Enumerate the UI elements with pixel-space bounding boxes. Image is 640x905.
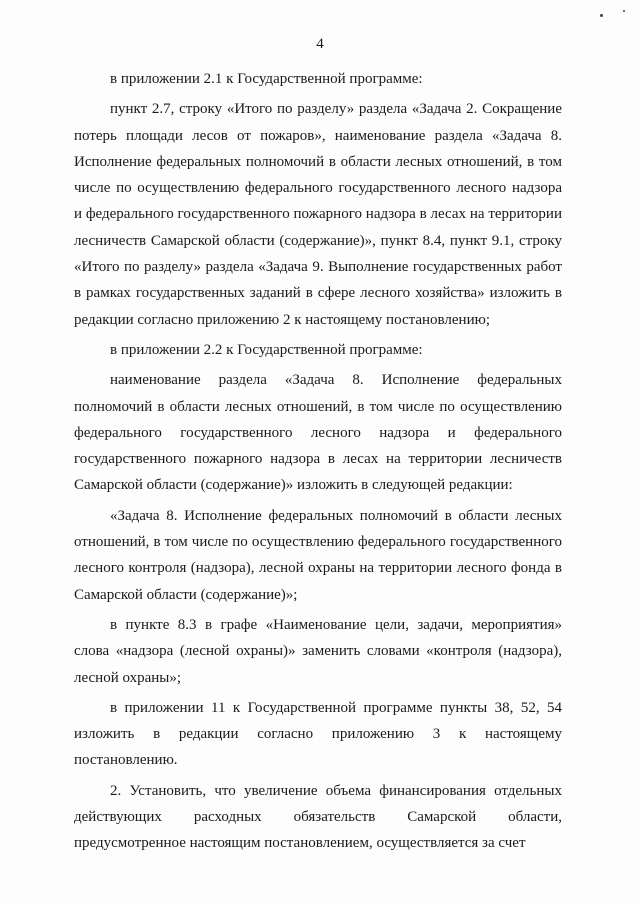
paragraph-appendix-2-1-intro: в приложении 2.1 к Государственной программе: [110, 71, 423, 87]
paragraph-appendix-11-change: в приложении 11 к Государственной программе пункты 38, 52, 54 изложить в редакции согласно приложению 3 к настоящему постановлению. [74, 699, 562, 769]
paragraph-item-8-3-change: в пункте 8.3 в графе «Наименование цели, задачи, мероприятия» слова «надзора (лесной охраны)» заменить словами «контроля (надзора), лесной охраны»; [74, 616, 562, 686]
scan-speck [623, 10, 625, 12]
paragraph-appendix-2-1-changes: пункт 2.7, строку «Итого по разделу» раздела «Задача 2. Сокращение потерь площади лесов от пожаров», наименование раздела «Задача 8. Исполнение федеральных полномочий в области лесных отношений, в том числе по осуществлению федерального государственного лесного надзора и федерального государственного пожарного надзора в лесах на территории лесничеств Самарской области (содержание)», пункт 8.4, пункт 9.1, строку «Итого по разделу» раздела «Задача 9. Выполнение государственных работ в рамках государственных заданий в сфере лесного хозяйства» изложить в редакции согласно приложению 2 к настоящему постановлению; [74, 101, 562, 328]
page-number: 4 [316, 36, 324, 52]
paragraph-task-8-new-wording: «Задача 8. Исполнение федеральных полномочий в области лесных отношений, в том числе по осуществлению федерального государственного лесного контроля (надзора), лесной охраны на территории лесного фонда в Самарской области (содержание)»; [74, 507, 562, 603]
paragraph-funding-clause: 2. Установить, что увеличение объема финансирования отдельных действующих расходных обязательств Самарской области, предусмотренное настоящим постановлением, осуществляется за счет [74, 782, 562, 852]
document-body [74, 66, 562, 861]
paragraph-section-name-change: наименование раздела «Задача 8. Исполнение федеральных полномочий в области лесных отношений, в том числе по осуществлению федерального государственного лесного надзора и федерального государственного пожарного надзора в лесах на территории лесничеств Самарской области (содержание)» изложить в следующей редакции: [74, 372, 562, 494]
scan-speck [600, 14, 603, 17]
paragraph-appendix-2-2-intro: в приложении 2.2 к Государственной программе: [110, 341, 423, 358]
